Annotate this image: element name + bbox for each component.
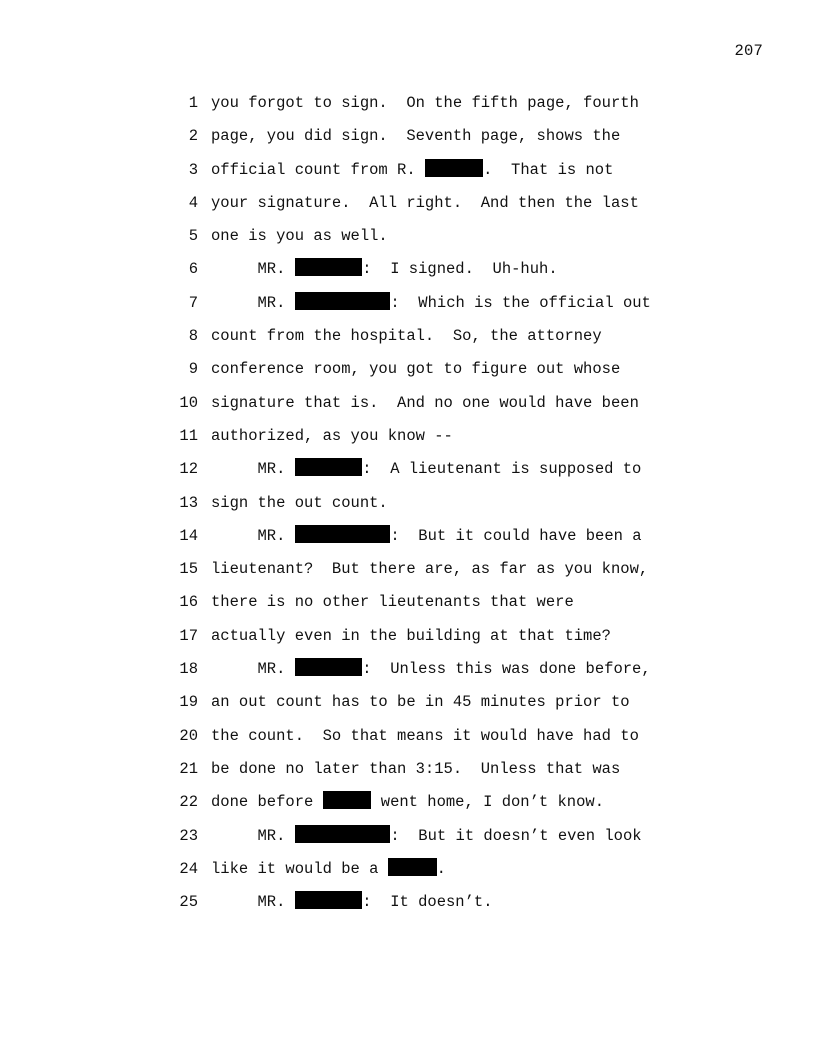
line-text: be done no later than 3:15. Unless that was <box>211 759 621 778</box>
transcript-line <box>170 591 690 624</box>
line-text: MR. <box>211 893 295 912</box>
transcript-line <box>170 558 690 591</box>
line-number: 19 <box>179 693 198 712</box>
transcript-body <box>170 92 690 924</box>
redaction-box <box>295 891 363 909</box>
transcript-line <box>170 758 690 791</box>
line-text: : But it doesn’t even look <box>390 826 642 845</box>
line-number: 2 <box>188 127 198 146</box>
transcript-line <box>170 458 690 491</box>
line-text: . That is not <box>483 160 614 179</box>
line-text: : Which is the official out <box>390 293 651 312</box>
redaction-box <box>295 825 391 843</box>
line-text: conference room, you got to figure out whose <box>211 360 621 379</box>
line-text: . <box>436 859 446 878</box>
redaction-box <box>388 858 437 876</box>
line-number: 10 <box>179 393 198 412</box>
line-text: : Unless this was done before, <box>362 660 651 679</box>
line-text: : It doesn’t. <box>362 893 493 912</box>
line-text: MR. <box>211 660 295 679</box>
line-number: 9 <box>188 360 198 379</box>
line-text: actually even in the building at that time? <box>211 626 611 645</box>
line-number: 4 <box>188 193 198 212</box>
transcript-line <box>170 825 690 858</box>
redaction-box <box>295 525 391 543</box>
redaction-box <box>323 791 372 809</box>
line-text: official count from R. <box>211 160 425 179</box>
line-text: went home, I don’t know. <box>371 793 605 812</box>
line-number: 16 <box>179 593 198 612</box>
transcript-line <box>170 658 690 691</box>
line-text: like it would be a <box>211 859 388 878</box>
line-number: 15 <box>179 560 198 579</box>
redaction-box <box>295 292 391 310</box>
line-number: 7 <box>188 293 198 312</box>
transcript-line <box>170 891 690 924</box>
line-text: : But it could have been a <box>390 526 642 545</box>
transcript-line <box>170 358 690 391</box>
redaction-box <box>295 658 363 676</box>
transcript-line <box>170 192 690 225</box>
line-text: there is no other lieutenants that were <box>211 593 574 612</box>
line-number: 25 <box>179 893 198 912</box>
line-number: 1 <box>188 94 198 112</box>
line-text: count from the hospital. So, the attorney <box>211 327 602 346</box>
redaction-box <box>425 159 483 177</box>
line-number: 14 <box>179 526 198 545</box>
line-text: MR. <box>211 826 295 845</box>
transcript-line <box>170 525 690 558</box>
line-text: MR. <box>211 526 295 545</box>
line-text: MR. <box>211 260 295 279</box>
line-number: 8 <box>188 327 198 346</box>
line-number: 18 <box>179 660 198 679</box>
line-text: : I signed. Uh-huh. <box>362 260 558 279</box>
line-number: 12 <box>179 460 198 479</box>
line-number: 11 <box>179 426 198 445</box>
transcript-line <box>170 258 690 291</box>
line-text: MR. <box>211 460 295 479</box>
line-number: 21 <box>179 759 198 778</box>
line-number: 22 <box>179 793 198 812</box>
transcript-line <box>170 625 690 658</box>
line-text: page, you did sign. Seventh page, shows the <box>211 127 621 146</box>
line-number: 20 <box>179 726 198 745</box>
line-number: 17 <box>179 626 198 645</box>
transcript-line <box>170 392 690 425</box>
line-number: 3 <box>188 160 198 179</box>
line-text: one is you as well. <box>211 227 388 246</box>
transcript-line <box>170 425 690 458</box>
redaction-box <box>295 458 363 476</box>
line-text: lieutenant? But there are, as far as you know, <box>211 560 649 579</box>
page-number: 207 <box>734 42 763 60</box>
line-text: the count. So that means it would have had to <box>211 726 639 745</box>
line-text: authorized, as you know -- <box>211 426 453 445</box>
transcript-line <box>170 92 690 125</box>
line-text: sign the out count. <box>211 493 388 512</box>
line-text: : A lieutenant is supposed to <box>362 460 642 479</box>
redaction-box <box>295 258 363 276</box>
line-number: 23 <box>179 826 198 845</box>
line-text: done before <box>211 793 323 812</box>
line-number: 13 <box>179 493 198 512</box>
transcript-line <box>170 325 690 358</box>
line-text: your signature. All right. And then the last <box>211 193 639 212</box>
line-number: 5 <box>188 227 198 246</box>
transcript-line <box>170 691 690 724</box>
transcript-line <box>170 492 690 525</box>
transcript-line <box>170 292 690 325</box>
transcript-line <box>170 725 690 758</box>
line-text: MR. <box>211 293 295 312</box>
transcript-line <box>170 791 690 824</box>
transcript-line <box>170 125 690 158</box>
line-number: 24 <box>179 859 198 878</box>
transcript-line <box>170 159 690 192</box>
transcript-line <box>170 858 690 891</box>
line-text: signature that is. And no one would have been <box>211 393 639 412</box>
line-text: you forgot to sign. On the fifth page, fourth <box>211 94 639 112</box>
transcript-line <box>170 225 690 258</box>
line-text: an out count has to be in 45 minutes prior to <box>211 693 630 712</box>
line-number: 6 <box>188 260 198 279</box>
